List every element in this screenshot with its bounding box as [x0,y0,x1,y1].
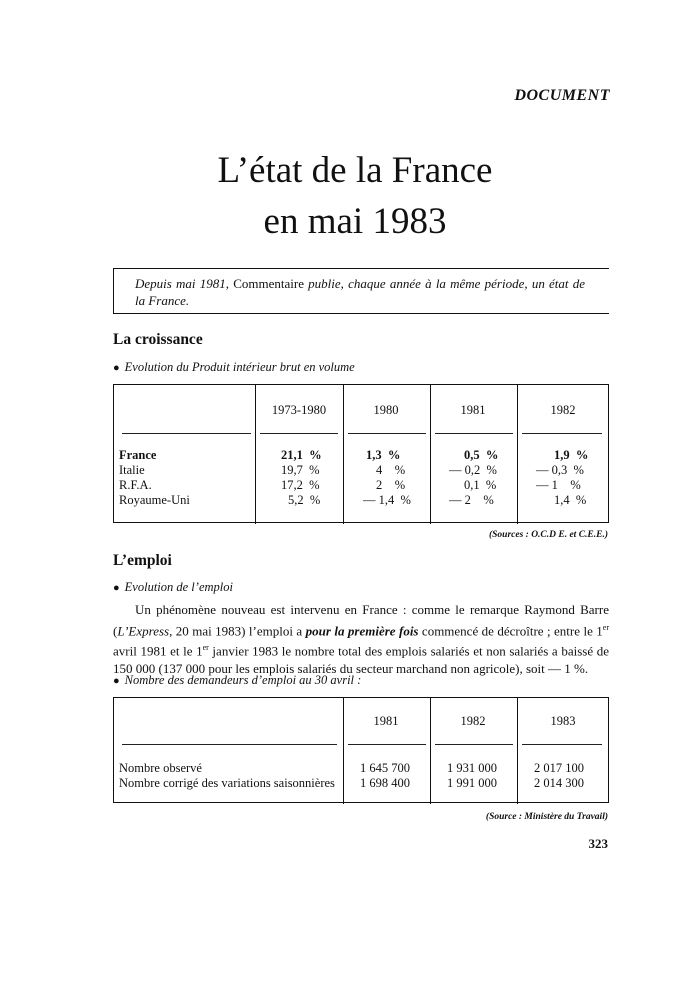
demandeurs-cell: 2 017 100 [534,761,584,775]
intro-magazine-name: Commentaire [229,276,309,291]
demandeurs-cell: 1 931 000 [447,761,497,775]
gdp-cell: 19,7 % [281,463,320,477]
intro-text [135,275,585,309]
section-heading-croissance: La croissance [113,331,203,348]
paragraph-text: avril 1981 et le 1 [113,643,203,659]
bullet-dot-icon: ● [113,582,120,594]
demandeurs-source-note: (Source : Ministère du Travail) [485,812,608,822]
page-title-line-2: en mai 1983 [263,201,447,242]
gdp-cell: 1,3 % [366,448,401,462]
gdp-cell: — 2 % [449,493,494,507]
gdp-cell: — 1 % [536,478,581,492]
gdp-source-note: (Sources : O.C.D E. et C.E.E.) [488,530,608,540]
gdp-cell: 1,4 % [554,493,587,507]
gdp-cell: — 1,4 % [363,493,411,507]
bullet-dot-icon: ● [113,675,120,687]
demandeurs-cell: 2 014 300 [534,776,584,790]
demandeurs-col-header: 1982 [460,714,486,728]
demandeurs-cell: 1 698 400 [360,776,410,790]
bullet-croissance [113,360,355,375]
section-heading-emploi: L’emploi [113,552,172,569]
document-label: DOCUMENT [514,87,610,104]
intro-part-3: publie, chaque année à la même période, un état de la France. [135,276,585,308]
bullet-dot-icon: ● [113,362,120,374]
emploi-subtitle: Evolution de l’emploi [124,580,233,594]
gdp-cell: 5,2 % [288,493,321,507]
gdp-cell: 2 % [376,478,406,492]
demandeurs-cell: 1 645 700 [360,761,410,775]
emploi-paragraph [113,601,609,678]
paragraph-text: 20 mai 1983) l’emploi a [172,622,306,638]
paragraph-publication: L’Express, [117,622,173,638]
paragraph-emphasis: pour la première fois [305,622,419,638]
gdp-row-label: France [119,448,157,462]
gdp-cell: — 0,3 % [536,463,584,477]
page-title-line-1: L’état de la France [217,150,493,191]
gdp-cell: 17,2 % [281,478,320,492]
paragraph-text: janvier 1983 le nombre total des emplois salariés et non salariés a baissé de 150 000 (137 000 pour les emplois salariés du secteur marchand non agricole), soit — 1 %. [113,643,609,677]
paragraph-text: Un phénomène nouveau est intervenu en France : comme le remarque Raymond Barre ( [113,602,609,638]
gdp-cell: 0,5 % [464,448,499,462]
croissance-subtitle: Evolution du Produit intérieur brut en volume [124,360,355,374]
gdp-cell: 21,1 % [281,448,322,462]
demandeurs-subtitle: Nombre des demandeurs d’emploi au 30 avril : [124,673,362,687]
bullet-demandeurs [113,673,361,688]
demandeurs-cell: 1 991 000 [447,776,497,790]
gdp-col-header: 1980 [373,403,399,417]
demandeurs-col-header: 1983 [550,714,576,728]
gdp-row-label: R.F.A. [119,478,152,492]
gdp-cell: — 0,2 % [449,463,497,477]
demandeurs-row-label: Nombre corrigé des variations saisonnières [119,776,335,790]
paragraph-text: commencé de décroître ; entre le 1 [418,622,603,638]
gdp-cell: 4 % [376,463,406,477]
gdp-cell: 0,1 % [464,478,497,492]
gdp-row-label: Italie [119,463,145,477]
gdp-col-header: 1973-1980 [271,403,327,417]
intro-part-1: Depuis mai 1981, [135,276,229,291]
gdp-row-label: Royaume-Uni [119,493,190,507]
demandeurs-row-label: Nombre observé [119,761,202,775]
gdp-col-header: 1982 [550,403,576,417]
paragraph-superscript: er [202,643,209,653]
bullet-emploi [113,580,233,595]
page-number: 323 [588,836,608,851]
gdp-col-header: 1981 [460,403,486,417]
demandeurs-col-header: 1981 [373,714,399,728]
paragraph-superscript: er [602,622,609,632]
gdp-cell: 1,9 % [554,448,589,462]
